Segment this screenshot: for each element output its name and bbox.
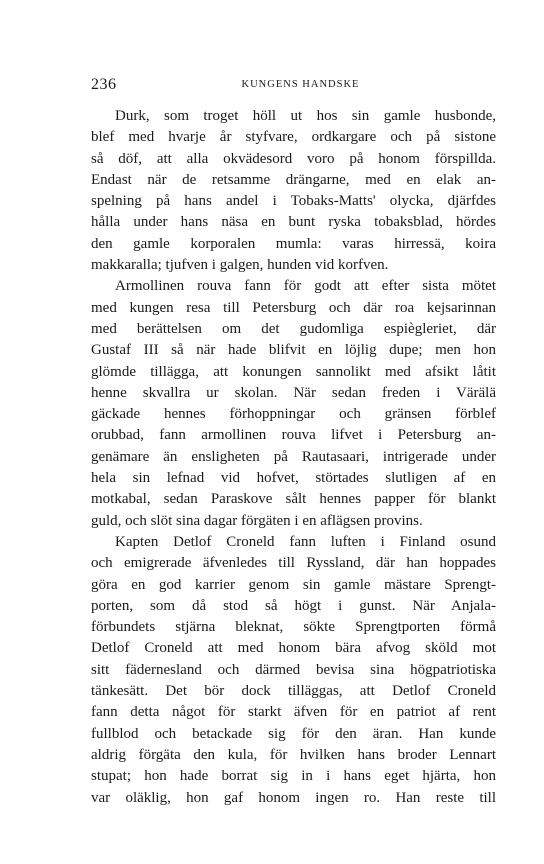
text-line: Kapten Detlof Croneld fann luften i Finland osund [115, 533, 496, 550]
text-line: stupat; hon hade borrat sig in i hans eget hjärta, hon [91, 768, 496, 785]
text-line: porten, som då stod så högt i gunst. När Anjala- [91, 597, 496, 614]
text-line: hela sin lefnad vid hofvet, störtades slutligen af en [91, 470, 496, 487]
text-line: Endast när de retsamme drängarne, med en elak an- [91, 171, 496, 188]
text-line: göra en god karrier genom sin gamle mästare Sprengt- [91, 576, 496, 593]
text-line: orubbad, fann armollinen rouva lifvet i Petersburg an- [91, 427, 496, 444]
text-line: fann detta något för starkt äfven för en patriot af rent [91, 704, 496, 721]
running-head: KUNGENS HANDSKE [241, 79, 360, 90]
text-line: med berättelsen om det gudomliga espiègleriet, där [91, 320, 496, 337]
page-number: 236 [91, 76, 117, 93]
text-line: glömde tillägga, att konungen sannolikt med afsikt låtit [91, 363, 496, 380]
text-line: Armollinen rouva fann för godt att efter sista mötet [115, 278, 496, 295]
text-line: guld, och slöt sina dagar förgäten i en aflägsen provins. [91, 512, 423, 529]
body-text [91, 106, 496, 809]
text-line: spelning på hans andel i Tobaks-Matts' olycka, djärfdes [91, 193, 496, 210]
text-line: och emigrerade äfvenledes till Ryssland, där han hoppades [91, 555, 496, 572]
text-line: med kungen resa till Petersburg och där roa kejsarinnan [91, 299, 496, 316]
text-line: så döf, att alla okvädesord voro på honom förspillda. [91, 150, 496, 167]
text-line: fullblod och betackade sig för den äran. Han kunde [91, 725, 496, 742]
text-line: makkaralla; tjufven i galgen, hunden vid korfven. [91, 257, 389, 274]
text-line: tänkesätt. Det bör dock tilläggas, att Detlof Croneld [91, 683, 496, 700]
text-line: sitt fädernesland och därmed bevisa sina högpatriotiska [91, 661, 496, 678]
text-line: hålla under hans näsa en bunt ryska tobaksblad, hördes [91, 214, 496, 231]
text-line: var oläklig, hon gaf honom ingen ro. Han reste till [91, 789, 496, 806]
paragraph [91, 276, 496, 532]
book-page [91, 76, 496, 809]
text-line: blef med hvarje år styfvare, ordkargare och på sistone [91, 129, 496, 146]
text-line: gäckade hennes förhoppningar och gränsen förblef [91, 406, 496, 423]
text-line: genämare än ensligheten på Rautasaari, intrigerade under [91, 448, 496, 465]
text-line: Detlof Croneld att med honom bära afvog sköld mot [91, 640, 496, 657]
page-header [91, 76, 496, 98]
text-line: aldrig förgäta den kula, för hvilken hans broder Lennart [91, 746, 496, 763]
text-line: henne skvallra ur skolan. När sedan freden i Värälä [91, 384, 496, 401]
text-line: Gustaf III så när hade blifvit en löjlig dupe; men hon [91, 342, 496, 359]
text-line: motkabal, sedan Paraskove sålt hennes papper för blankt [91, 491, 496, 508]
paragraph [91, 106, 496, 276]
paragraph [91, 532, 496, 809]
text-line: den gamle korporalen mumla: varas hirressä, koira [91, 235, 496, 252]
text-line: förbundets stjärna bleknat, sökte Sprengtporten förmå [91, 619, 496, 636]
text-line: Durk, som troget höll ut hos sin gamle husbonde, [115, 108, 496, 124]
